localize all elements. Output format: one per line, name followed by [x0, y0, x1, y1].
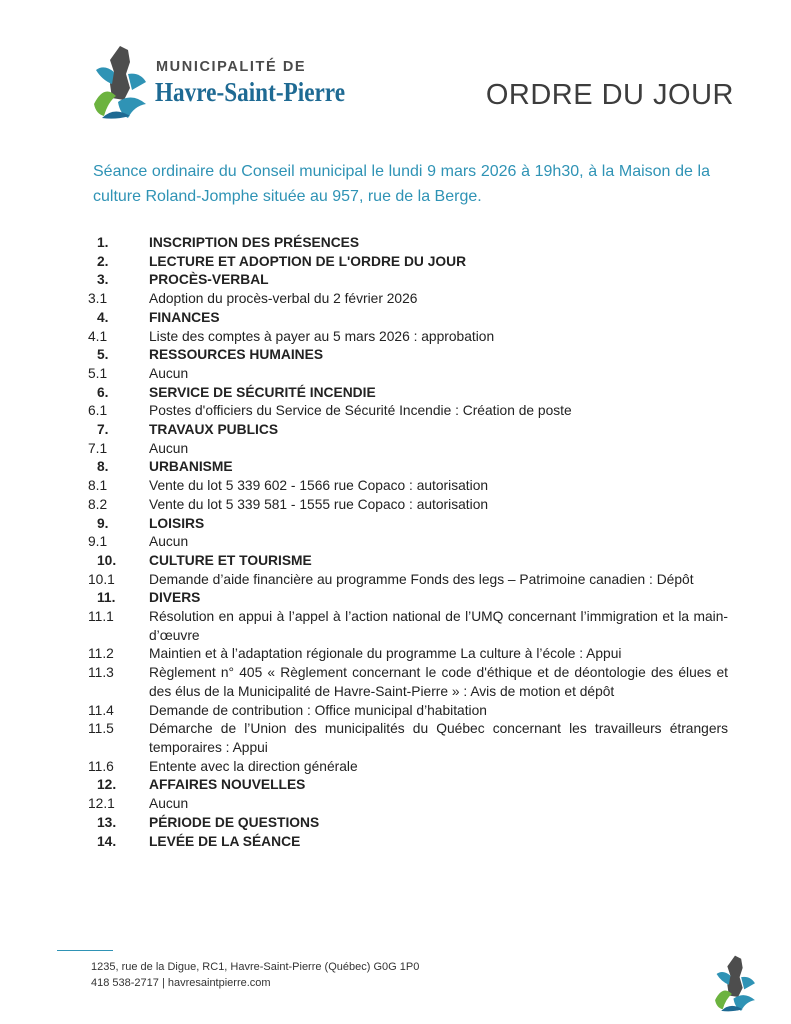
agenda-item-text: Demande d’aide financière au programme Fonds des legs – Patrimoine canadien : Dépôt	[149, 571, 694, 587]
agenda-item-number: 3.1	[88, 291, 108, 307]
agenda-section	[88, 384, 728, 403]
agenda-subitem	[88, 365, 728, 384]
lighthouse-footer-icon	[712, 952, 758, 1016]
agenda-subitem	[88, 645, 728, 664]
agenda-item-number: 6.	[97, 384, 109, 400]
agenda-item-number: 1.	[97, 235, 109, 250]
document-title: ORDRE DU JOUR	[485, 79, 734, 111]
agenda-subitem	[88, 402, 728, 421]
logo-org-line2: Havre-Saint-Pierre	[155, 77, 346, 107]
agenda-item-text: LEVÉE DE LA SÉANCE	[149, 833, 301, 849]
agenda-item-text: Vente du lot 5 339 602 - 1566 rue Copaco : autorisation	[149, 478, 489, 494]
meeting-intro: Séance ordinaire du Conseil municipal le lundi 9 mars 2026 à 19h30, à la Maison de la culture Roland-Jomphe située au 957, rue de la Berge.	[93, 163, 710, 205]
agenda-item-text: URBANISME	[149, 459, 233, 475]
logo-org-line1: MUNICIPALITÉ DE	[156, 59, 307, 75]
agenda-item-text: Démarche de l’Union des municipalités du Québec concernant les travailleurs étrangers temporaires : Appui	[149, 721, 728, 755]
agenda-item-number: 13.	[97, 814, 117, 830]
agenda-item-number: 4.	[97, 309, 109, 325]
agenda-item-text: Aucun	[149, 796, 189, 812]
agenda-section	[88, 552, 728, 571]
agenda-subitem	[88, 328, 728, 347]
agenda-item-number: 6.1	[88, 403, 108, 419]
footer-contact: 418 538-2717 | havresaintpierre.com	[91, 977, 271, 989]
agenda-item-number: 12.1	[88, 796, 115, 812]
agenda-item-number: 10.1	[88, 571, 115, 587]
agenda-section	[88, 515, 728, 534]
agenda-item-number: 11.5	[88, 721, 114, 737]
agenda-item-number: 8.1	[88, 478, 108, 494]
agenda-item-number: 12.	[97, 777, 117, 793]
agenda-item-number: 11.2	[88, 646, 114, 662]
agenda-item-number: 10.	[97, 552, 117, 568]
agenda-item-text: LECTURE ET ADOPTION DE L'ORDRE DU JOUR	[149, 253, 467, 269]
agenda-section	[88, 776, 728, 795]
agenda-item-number: 9.1	[88, 534, 108, 550]
agenda-item-text: TRAVAUX PUBLICS	[149, 422, 279, 438]
agenda-item-text: INSCRIPTION DES PRÉSENCES	[149, 235, 360, 250]
agenda-item-text: DIVERS	[149, 590, 201, 606]
agenda-item-number: 8.2	[88, 496, 108, 512]
agenda-item-number: 4.1	[88, 328, 108, 344]
agenda-subitem	[88, 702, 728, 721]
agenda-subitem	[88, 477, 728, 496]
agenda-item-text: RESSOURCES HUMAINES	[149, 347, 324, 363]
agenda-item-text: Demande de contribution : Office municipal d’habitation	[149, 702, 487, 718]
agenda-item-number: 11.4	[88, 702, 114, 718]
agenda-item-text: PÉRIODE DE QUESTIONS	[149, 814, 320, 830]
agenda-item-number: 11.	[97, 590, 116, 606]
agenda-item-number: 14.	[97, 833, 117, 849]
agenda-item-text: Résolution en appui à l’appel à l’action national de l’UMQ concernant l’immigration et la main-d’œuvre	[149, 609, 728, 643]
agenda-item-text: Maintien et à l’adaptation régionale du programme La culture à l’école : Appui	[149, 646, 622, 662]
agenda-section	[88, 589, 728, 608]
agenda-item-text: Aucun	[149, 365, 189, 381]
agenda-item-text: Entente avec la direction générale	[149, 758, 358, 774]
agenda-item-text: CULTURE ET TOURISME	[149, 552, 312, 568]
lighthouse-logo-icon	[90, 44, 150, 122]
footer-divider	[57, 950, 113, 951]
agenda-subitem	[88, 440, 728, 459]
agenda-item-text: AFFAIRES NOUVELLES	[149, 777, 306, 793]
agenda-section	[88, 346, 728, 365]
agenda-item-text: Aucun	[149, 440, 189, 456]
agenda-item-number: 7.1	[88, 440, 108, 456]
agenda-subitem	[88, 290, 728, 309]
agenda-subitem	[88, 720, 728, 757]
agenda-item-number: 11.3	[88, 665, 114, 681]
agenda-subitem	[88, 571, 728, 590]
agenda-item-text: SERVICE DE SÉCURITÉ INCENDIE	[149, 384, 376, 400]
agenda-section	[88, 814, 728, 833]
agenda-item-number: 3.	[97, 272, 109, 288]
agenda-section	[88, 458, 728, 477]
agenda-item-number: 11.1	[88, 609, 114, 625]
agenda-subitem	[88, 795, 728, 814]
agenda-item-text: LOISIRS	[149, 515, 205, 531]
agenda-item-number: 2.	[97, 253, 109, 269]
agenda-section	[88, 833, 728, 852]
agenda-item-text: PROCÈS-VERBAL	[149, 272, 269, 288]
agenda-item-number: 5.	[97, 347, 109, 363]
municipality-logo	[90, 44, 350, 124]
agenda-subitem	[88, 533, 728, 552]
agenda-item-number: 8.	[97, 459, 109, 475]
agenda-item-text: Postes d'officiers du Service de Sécurité Incendie : Création de poste	[149, 403, 572, 419]
agenda-item-number: 11.6	[88, 758, 114, 774]
agenda-subitem	[88, 608, 728, 645]
agenda-item-text: Vente du lot 5 339 581 - 1555 rue Copaco : autorisation	[149, 496, 489, 512]
agenda-subitem	[88, 664, 728, 701]
agenda-subitem	[88, 496, 728, 515]
agenda-item-text: Adoption du procès-verbal du 2 février 2026	[149, 291, 418, 307]
agenda-item-number: 5.1	[88, 365, 108, 381]
agenda-item-number: 9.	[97, 515, 109, 531]
agenda-item-text: FINANCES	[149, 309, 220, 325]
agenda-item-text: Aucun	[149, 534, 189, 550]
agenda-item-number: 7.	[97, 422, 109, 438]
agenda-section	[88, 234, 728, 253]
agenda-section	[88, 271, 728, 290]
agenda-list	[88, 234, 728, 851]
agenda-section	[88, 253, 728, 272]
agenda-section	[88, 309, 728, 328]
agenda-item-text: Règlement n° 405 « Règlement concernant le code d'éthique et de déontologie des élues et des élus de la Municipalité de Havre-Saint-Pierre » : Avis de motion et dépôt	[149, 665, 728, 699]
agenda-section	[88, 421, 728, 440]
agenda-item-text: Liste des comptes à payer au 5 mars 2026 : approbation	[149, 328, 495, 344]
agenda-subitem	[88, 758, 728, 777]
footer-address: 1235, rue de la Digue, RC1, Havre-Saint-Pierre (Québec) G0G 1P0	[91, 961, 420, 973]
